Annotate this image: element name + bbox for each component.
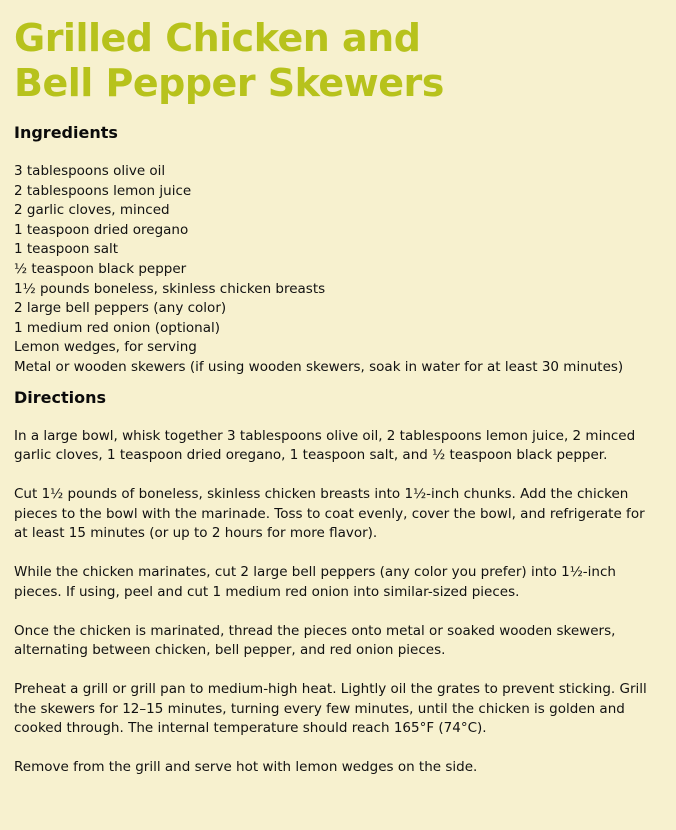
direction-step: Cut 1½ pounds of boneless, skinless chicken breasts into 1½-inch chunks. Add the chicken pieces to the bowl with the marinade. Toss to coat evenly, cover the bowl, and refrigerate for at least 15 minutes (or up to 2 hours for more flavor). xyxy=(14,486,645,542)
direction-step: Once the chicken is marinated, thread the pieces onto metal or soaked wooden skewers, alternating between chicken, bell pepper, and red onion pieces. xyxy=(14,622,616,659)
recipe-title-line-1: Grilled Chicken and xyxy=(14,16,421,60)
directions-heading: Directions xyxy=(14,387,107,407)
direction-step: Preheat a grill or grill pan to medium-high heat. Lightly oil the grates to prevent sticking. Grill the skewers for 12–15 minutes, turning every few minutes, until the chicken is golden and cooked through. The internal temperature should reach 165°F (74°C). xyxy=(14,681,647,737)
ingredient-item: Metal or wooden skewers (if using wooden skewers, soak in water for at least 30 minutes) xyxy=(14,358,624,375)
recipe-title xyxy=(14,0,662,106)
ingredient-item: 2 large bell peppers (any color) xyxy=(14,300,227,317)
ingredient-item: 1 medium red onion (optional) xyxy=(14,319,220,336)
direction-step: While the chicken marinates, cut 2 large bell peppers (any color you prefer) into 1½-inch pieces. If using, peel and cut 1 medium red onion into similar-sized pieces. xyxy=(14,564,616,600)
direction-step: Remove from the grill and serve hot with lemon wedges on the side. xyxy=(14,759,478,776)
ingredient-list xyxy=(14,162,662,378)
ingredient-item: 1 teaspoon dried oregano xyxy=(14,221,189,238)
ingredient-item: ½ teaspoon black pepper xyxy=(14,260,187,277)
directions-list xyxy=(14,427,662,778)
ingredient-item: 3 tablespoons olive oil xyxy=(14,163,166,179)
ingredient-item: 2 tablespoons lemon juice xyxy=(14,182,192,199)
ingredient-item: 1 teaspoon salt xyxy=(14,241,119,258)
recipe-title-line-2: Bell Pepper Skewers xyxy=(14,61,444,105)
ingredient-item: 2 garlic cloves, minced xyxy=(14,202,170,219)
ingredient-item: Lemon wedges, for serving xyxy=(14,339,197,356)
ingredients-heading: Ingredients xyxy=(14,123,118,142)
ingredient-item: 1½ pounds boneless, skinless chicken breasts xyxy=(14,280,326,297)
direction-step: In a large bowl, whisk together 3 tablespoons olive oil, 2 tablespoons lemon juice, 2 minced garlic cloves, 1 teaspoon dried oregano, 1 teaspoon salt, and ½ teaspoon black pepper. xyxy=(14,427,636,464)
